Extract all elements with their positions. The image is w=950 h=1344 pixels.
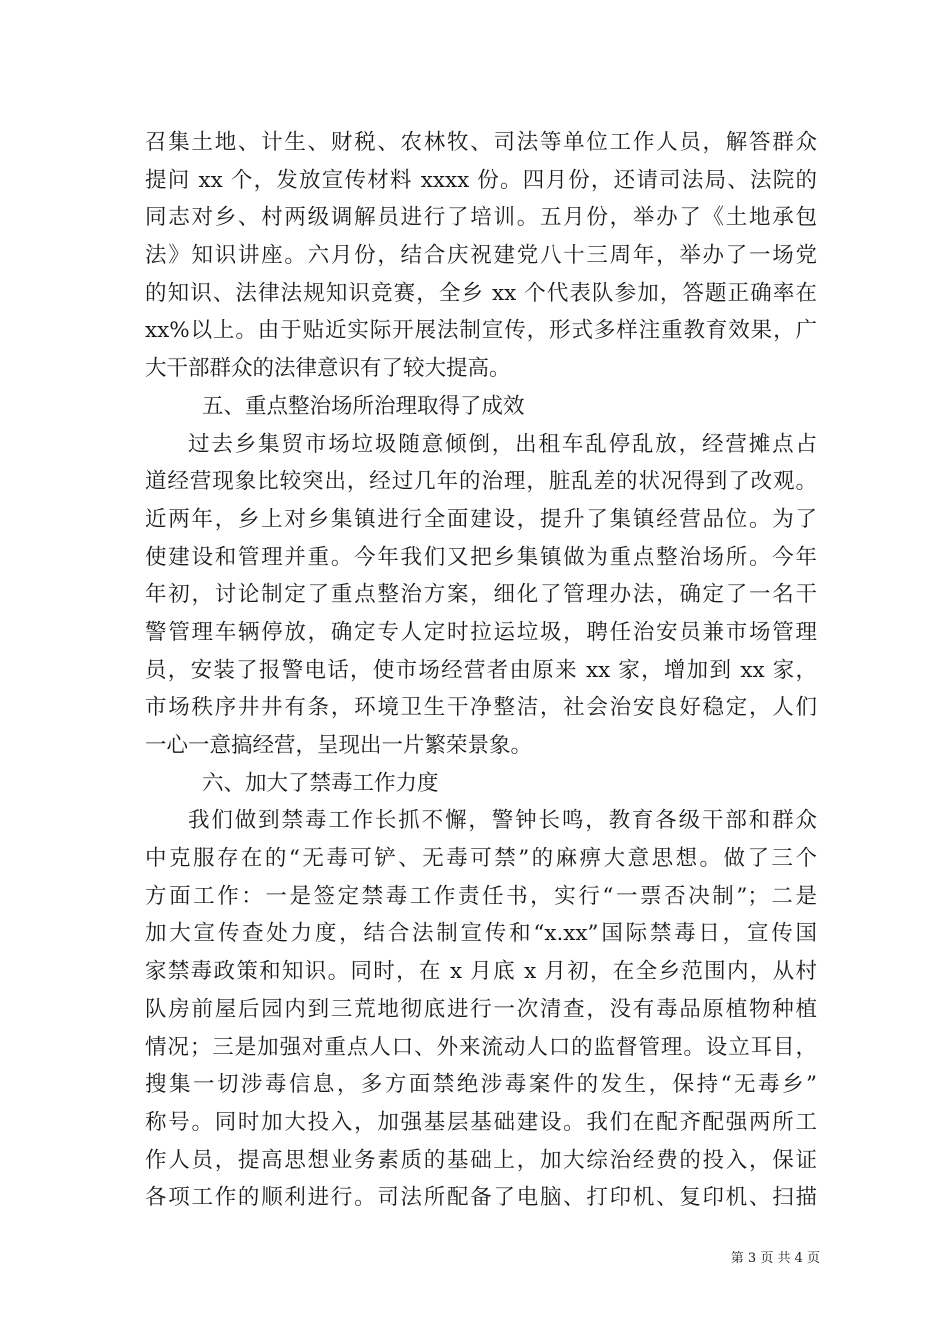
text-line-7: 大干部群众的法律意识有了较大提高。	[145, 356, 511, 382]
text-line-17: 一心一意搞经营，呈现出一片繁荣景象。	[145, 733, 533, 758]
text-line-24: 队房前屋后园内到三荒地彻底进行一次清查，没有毒品原植物种植	[145, 996, 817, 1022]
text-line-12: 使建设和管理并重。今年我们又把乡集镇做为重点整治场所。今年	[145, 544, 817, 570]
text-line-9: 过去乡集贸市场垃圾随意倾倒，出租车乱停乱放，经营摊点占	[188, 431, 817, 457]
text-line-27: 称号。同时加大投入，加强基层基础建设。我们在配齐配强两所工	[145, 1109, 817, 1135]
text-line-28: 作人员，提高思想业务素质的基础上，加大综治经费的投入，保证	[145, 1147, 817, 1173]
page-number-footer: 第 3 页 共 4 页	[730, 1251, 820, 1266]
text-line-5: 的知识、法律法规知识竞赛，全乡 xx 个代表队参加，答题正确率在	[145, 280, 817, 306]
text-line-16: 市场秩序井井有条，环境卫生干净整洁，社会治安良好稳定，人们	[145, 695, 817, 721]
text-line-10: 道经营现象比较突出，经过几年的治理，脏乱差的状况得到了改观。	[145, 469, 817, 495]
section-heading-6: 六、加大了禁毒工作力度	[202, 770, 439, 796]
text-line-29: 各项工作的顺利进行。司法所配备了电脑、打印机、复印机、扫描	[145, 1185, 817, 1211]
text-line-6: xx%以上。由于贴近实际开展法制宣传，形式多样注重教育效果，广	[145, 318, 817, 344]
text-line-26: 搜集一切涉毒信息，多方面禁绝涉毒案件的发生，保持“无毒乡”	[145, 1072, 817, 1098]
text-line-4: 法》知识讲座。六月份，结合庆祝建党八十三周年，举办了一场党	[145, 243, 817, 269]
text-line-23: 家禁毒政策和知识。同时，在 x 月底 x 月初，在全乡范围内，从村	[145, 959, 817, 985]
text-line-11: 近两年，乡上对乡集镇进行全面建设，提升了集镇经营品位。为了	[145, 506, 817, 532]
document-body	[145, 124, 817, 1217]
text-line-13: 年初，讨论制定了重点整治方案，细化了管理办法，确定了一名干	[145, 582, 817, 608]
text-line-3: 同志对乡、村两级调解员进行了培训。五月份，举办了《土地承包	[145, 205, 817, 231]
text-line-2: 提问 xx 个，发放宣传材料 xxxx 份。四月份，还请司法局、法院的	[145, 167, 817, 193]
text-line-15: 员，安装了报警电话，使市场经营者由原来 xx 家，增加到 xx 家，	[145, 657, 817, 683]
text-line-20: 中克服存在的“无毒可铲、无毒可禁”的麻痹大意思想。做了三个	[145, 846, 817, 872]
text-line-22: 加大宣传查处力度，结合法制宣传和“x.xx”国际禁毒日，宣传国	[145, 921, 817, 947]
text-line-19: 我们做到禁毒工作长抓不懈，警钟长鸣，教育各级干部和群众	[188, 808, 817, 834]
text-line-25: 情况；三是加强对重点人口、外来流动人口的监督管理。设立耳目，	[145, 1034, 817, 1060]
text-line-21: 方面工作：一是签定禁毒工作责任书，实行“一票否决制”；二是	[145, 883, 817, 909]
section-heading-5: 五、重点整治场所治理取得了成效	[202, 393, 525, 419]
text-line-14: 警管理车辆停放，确定专人定时拉运垃圾，聘任治安员兼市场管理	[145, 619, 817, 645]
text-line-1: 召集土地、计生、财税、农林牧、司法等单位工作人员，解答群众	[145, 130, 817, 155]
